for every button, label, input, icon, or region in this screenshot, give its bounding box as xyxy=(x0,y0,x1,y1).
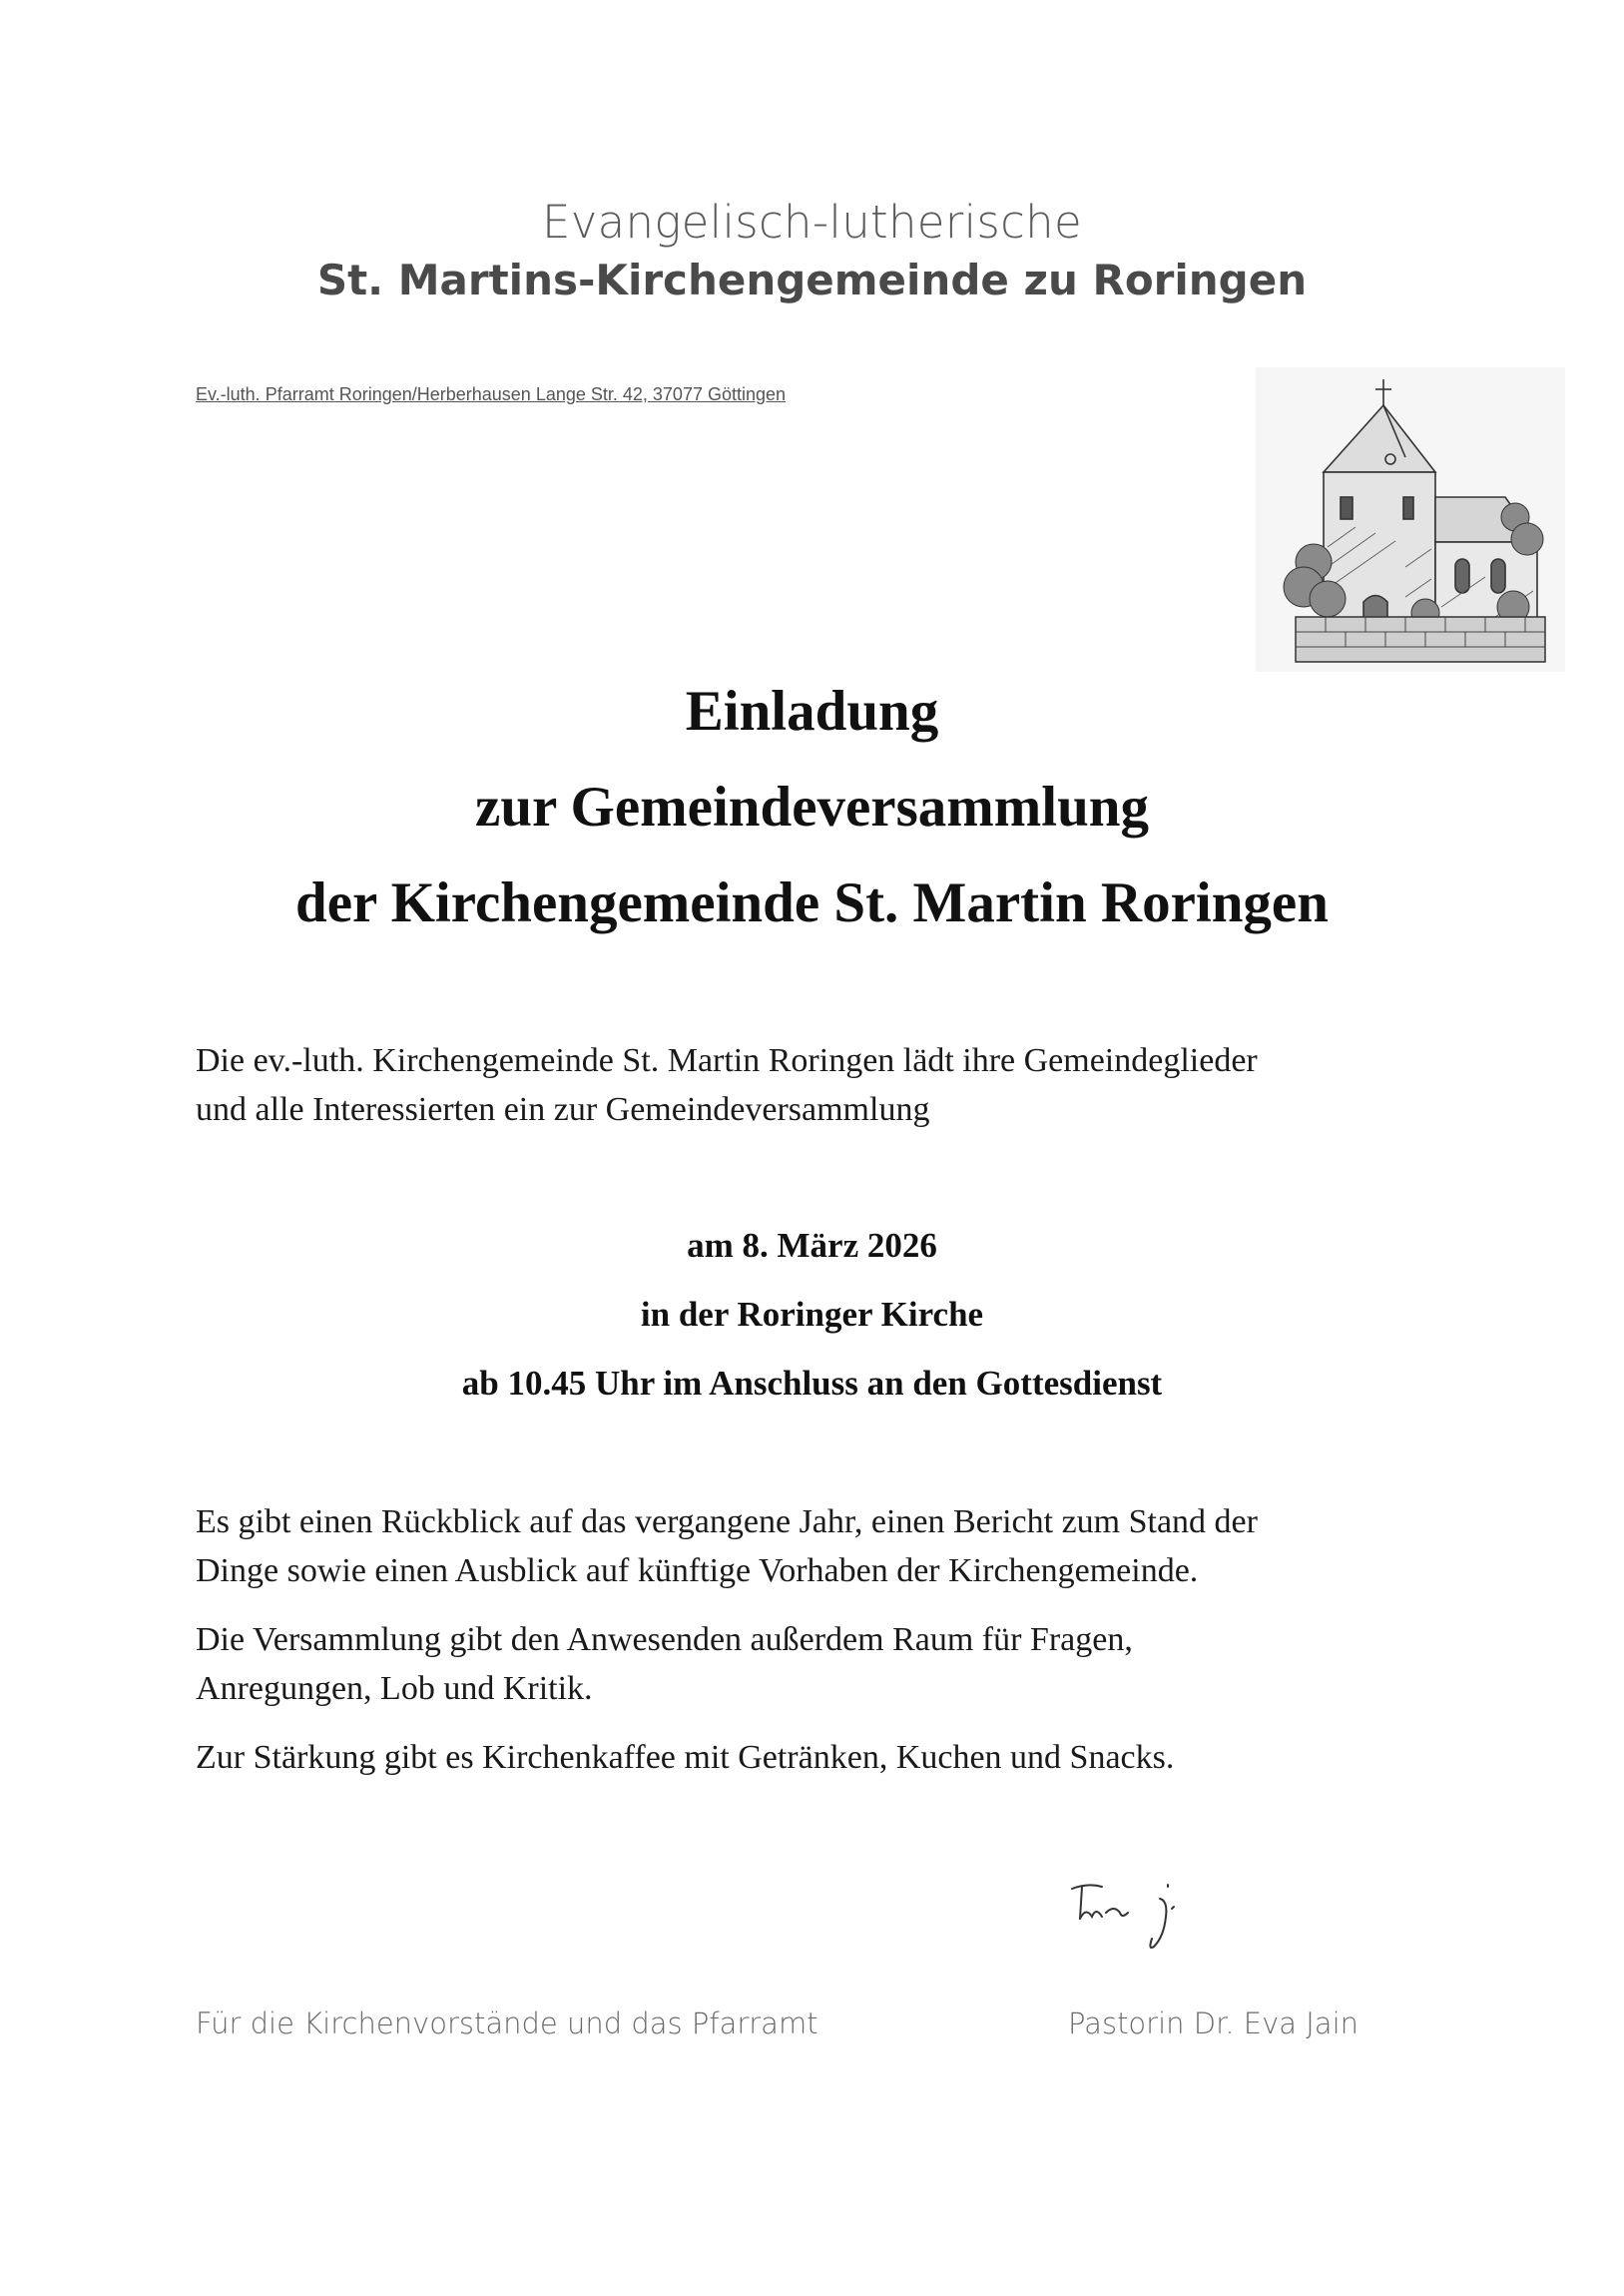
title-line1: Einladung xyxy=(685,680,939,743)
footer-left: Für die Kirchenvorstände und das Pfarramt xyxy=(196,2007,818,2040)
body-paragraph-3: Zur Stärkung gibt es Kirchenkaffee mit Getränken, Kuchen und Snacks. xyxy=(196,1739,1175,1776)
body-p1-line2: Dinge sowie einen Ausblick auf künftige Vorhaben der Kirchengemeinde. xyxy=(196,1552,1199,1589)
church-drawing-icon xyxy=(1256,367,1565,672)
title-line2: zur Gemeindeversammlung xyxy=(475,776,1149,839)
body-p2-line2: Anregungen, Lob und Kritik. xyxy=(196,1670,593,1707)
event-date: am 8. März 2026 xyxy=(687,1226,937,1265)
intro-line1: Die ev.-luth. Kirchengemeinde St. Martin Roringen lädt ihre Gemeindeglieder xyxy=(196,1042,1258,1079)
sender-address: Ev.-luth. Pfarramt Roringen/Herberhausen Lange Str. 42, 37077 Göttingen xyxy=(196,384,787,404)
footer-right: Pastorin Dr. Eva Jain xyxy=(1068,2007,1359,2040)
title-line3: der Kirchengemeinde St. Martin Roringen xyxy=(295,871,1329,934)
parish-header-line1: Evangelisch-lutherische xyxy=(542,196,1082,249)
body-paragraph-2 xyxy=(196,1615,1443,1713)
intro-paragraph xyxy=(196,1036,1443,1134)
parish-header-line2: St. Martins-Kirchengemeinde zu Roringen xyxy=(316,256,1308,304)
body-paragraph-1 xyxy=(196,1497,1443,1595)
body-p2-line1: Die Versammlung gibt den Anwesenden außerdem Raum für Fragen, xyxy=(196,1621,1133,1658)
body-p1-line1: Es gibt einen Rückblick auf das vergangene Jahr, einen Bericht zum Stand der xyxy=(196,1503,1258,1540)
event-time: ab 10.45 Uhr im Anschluss an den Gottesdienst xyxy=(461,1364,1163,1403)
intro-line2: und alle Interessierten ein zur Gemeindeversammlung xyxy=(196,1091,930,1128)
handwritten-signature xyxy=(1068,1877,1218,1957)
event-place: in der Roringer Kirche xyxy=(640,1295,984,1334)
